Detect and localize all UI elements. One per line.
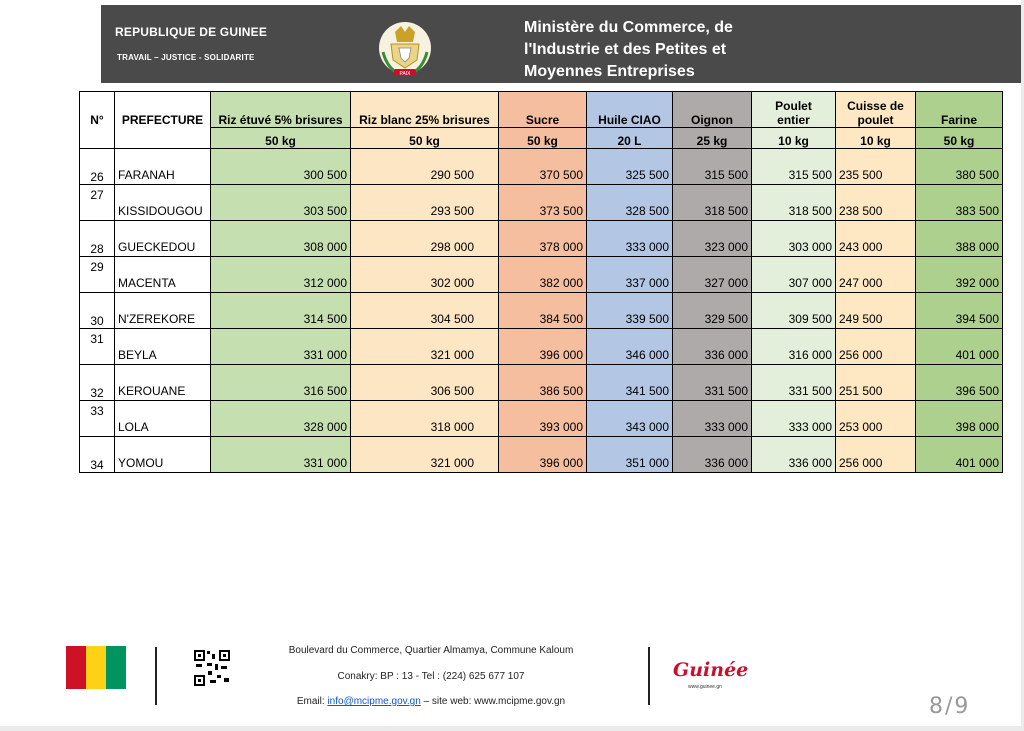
prefecture-name: LOLA (115, 401, 211, 437)
column-header-prefecture: PREFECTURE (115, 92, 211, 149)
unit-header: 50 kg (351, 128, 499, 149)
ministry-name (524, 17, 733, 83)
price-cell: 316 000 (752, 329, 836, 365)
price-cell: 318 500 (752, 185, 836, 221)
price-cell: 314 500 (211, 293, 351, 329)
price-cell: 256 000 (836, 329, 916, 365)
unit-header: 10 kg (836, 128, 916, 149)
price-cell: 304 500 (351, 293, 499, 329)
price-cell: 351 000 (587, 437, 673, 473)
footer-contact: Conakry: BP : 13 - Tel : (224) 625 677 107 (337, 671, 525, 682)
table-row (80, 365, 1003, 401)
flag-stripe-red (66, 646, 86, 689)
table-row (80, 185, 1003, 221)
price-cell: 290 500 (351, 149, 499, 185)
qr-code-icon (193, 649, 231, 687)
table-row (80, 257, 1003, 293)
row-number: 30 (80, 293, 115, 329)
column-header-number: N° (80, 92, 115, 149)
price-cell: 329 500 (673, 293, 752, 329)
price-cell: 373 500 (499, 185, 587, 221)
prefecture-name: MACENTA (115, 257, 211, 293)
price-cell: 312 000 (211, 257, 351, 293)
republic-name: REPUBLIQUE DE GUINEE (115, 25, 268, 39)
column-header-product: Cuisse de poulet (836, 92, 916, 128)
price-cell: 256 000 (836, 437, 916, 473)
unit-header: 25 kg (673, 128, 752, 149)
price-cell: 309 500 (752, 293, 836, 329)
price-cell: 293 500 (351, 185, 499, 221)
price-cell: 396 500 (916, 365, 1003, 401)
price-cell: 336 000 (673, 437, 752, 473)
row-number: 26 (80, 149, 115, 185)
price-cell: 386 500 (499, 365, 587, 401)
price-cell: 323 000 (673, 221, 752, 257)
price-cell: 398 000 (916, 401, 1003, 437)
email-link[interactable]: info@mcipme.gov.gn (327, 696, 421, 707)
price-cell: 331 500 (673, 365, 752, 401)
prefecture-name: N'ZEREKORE (115, 293, 211, 329)
row-number: 34 (80, 437, 115, 473)
price-cell: 316 500 (211, 365, 351, 401)
price-cell: 308 000 (211, 221, 351, 257)
price-cell: 328 500 (587, 185, 673, 221)
price-cell: 327 000 (673, 257, 752, 293)
price-cell: 321 000 (351, 329, 499, 365)
price-cell: 396 000 (499, 437, 587, 473)
column-header-product: Oignon (673, 92, 752, 128)
table-row (80, 149, 1003, 185)
table-row (80, 221, 1003, 257)
price-cell: 383 500 (916, 185, 1003, 221)
price-cell: 331 000 (211, 437, 351, 473)
price-cell: 321 000 (351, 437, 499, 473)
price-cell: 341 500 (587, 365, 673, 401)
price-cell: 300 500 (211, 149, 351, 185)
email-label: Email: (296, 696, 325, 707)
price-cell: 318 500 (673, 185, 752, 221)
table-row (80, 329, 1003, 365)
brand-url: www.guinee.gn (688, 684, 722, 690)
price-cell: 298 000 (351, 221, 499, 257)
column-header-product: Poulet entier (752, 92, 836, 128)
price-cell: 318 000 (351, 401, 499, 437)
price-cell: 333 000 (752, 401, 836, 437)
emblem-banner: PAIX (399, 71, 411, 77)
row-number: 28 (80, 221, 115, 257)
column-header-product: Riz étuvé 5% brisures (211, 92, 351, 128)
national-motto: TRAVAIL – JUSTICE - SOLIDARITE (117, 53, 255, 62)
unit-header: 50 kg (211, 128, 351, 149)
price-cell: 380 500 (916, 149, 1003, 185)
price-cell: 394 500 (916, 293, 1003, 329)
price-cell: 333 000 (587, 221, 673, 257)
row-number: 33 (80, 401, 115, 437)
price-cell: 337 000 (587, 257, 673, 293)
prefecture-name: FARANAH (115, 149, 211, 185)
price-cell: 370 500 (499, 149, 587, 185)
price-cell: 339 500 (587, 293, 673, 329)
price-cell: 396 000 (499, 329, 587, 365)
table-row (80, 437, 1003, 473)
price-cell: 302 000 (351, 257, 499, 293)
row-number: 27 (80, 185, 115, 221)
footer-divider (648, 647, 650, 705)
price-cell: 253 000 (836, 401, 916, 437)
guinea-flag (66, 646, 126, 689)
price-cell: 392 000 (916, 257, 1003, 293)
ministry-line: Ministère du Commerce, de (524, 19, 733, 36)
table-row (80, 293, 1003, 329)
price-cell: 336 000 (752, 437, 836, 473)
price-cell: 331 500 (752, 365, 836, 401)
price-cell: 346 000 (587, 329, 673, 365)
price-cell: 382 000 (499, 257, 587, 293)
guinea-coat-of-arms-icon (377, 18, 433, 80)
price-cell: 384 500 (499, 293, 587, 329)
price-cell: 393 000 (499, 401, 587, 437)
header-banner (101, 5, 1021, 83)
guinee-brand-logo: Guinée (673, 659, 749, 681)
footer-email-line (256, 696, 606, 707)
footer-address: Boulevard du Commerce, Quartier Almamya, Commune Kaloum (288, 645, 574, 656)
row-number: 32 (80, 365, 115, 401)
price-cell: 307 000 (752, 257, 836, 293)
price-cell: 331 000 (211, 329, 351, 365)
row-number: 31 (80, 329, 115, 365)
price-cell: 328 000 (211, 401, 351, 437)
price-cell: 378 000 (499, 221, 587, 257)
flag-stripe-green (106, 646, 126, 689)
footer-divider (155, 647, 157, 705)
unit-header: 50 kg (499, 128, 587, 149)
prefecture-name: KISSIDOUGOU (115, 185, 211, 221)
column-header-product: Sucre (499, 92, 587, 128)
flag-stripe-yellow (86, 646, 106, 689)
price-cell: 247 000 (836, 257, 916, 293)
price-cell: 249 500 (836, 293, 916, 329)
column-header-product: Farine (916, 92, 1003, 128)
price-cell: 333 000 (673, 401, 752, 437)
table-row (80, 401, 1003, 437)
unit-header: 50 kg (916, 128, 1003, 149)
site-web: – site web: www.mcipme.gov.gn (420, 696, 566, 707)
price-cell: 401 000 (916, 437, 1003, 473)
unit-header: 20 L (587, 128, 673, 149)
ministry-line: l'Industrie et des Petites et (524, 41, 727, 58)
prefecture-name: YOMOU (115, 437, 211, 473)
price-cell: 306 500 (351, 365, 499, 401)
prefecture-name: BEYLA (115, 329, 211, 365)
price-cell: 315 500 (752, 149, 836, 185)
price-cell: 336 000 (673, 329, 752, 365)
price-cell: 303 500 (211, 185, 351, 221)
unit-header: 10 kg (752, 128, 836, 149)
ministry-line: Moyennes Entreprises (524, 63, 695, 80)
price-cell: 315 500 (673, 149, 752, 185)
header-row-products (80, 92, 1003, 128)
column-header-product: Huile CIAO (587, 92, 673, 128)
price-cell: 401 000 (916, 329, 1003, 365)
price-table (79, 91, 1003, 473)
price-cell: 251 500 (836, 365, 916, 401)
price-cell: 235 500 (836, 149, 916, 185)
column-header-product: Riz blanc 25% brisures (351, 92, 499, 128)
page-number: 8/9 (929, 694, 971, 719)
price-cell: 243 000 (836, 221, 916, 257)
price-cell: 238 500 (836, 185, 916, 221)
price-cell: 303 000 (752, 221, 836, 257)
price-cell: 388 000 (916, 221, 1003, 257)
header-row-units (80, 128, 1003, 149)
prefecture-name: KEROUANE (115, 365, 211, 401)
row-number: 29 (80, 257, 115, 293)
prefecture-name: GUECKEDOU (115, 221, 211, 257)
price-cell: 343 000 (587, 401, 673, 437)
price-cell: 325 500 (587, 149, 673, 185)
